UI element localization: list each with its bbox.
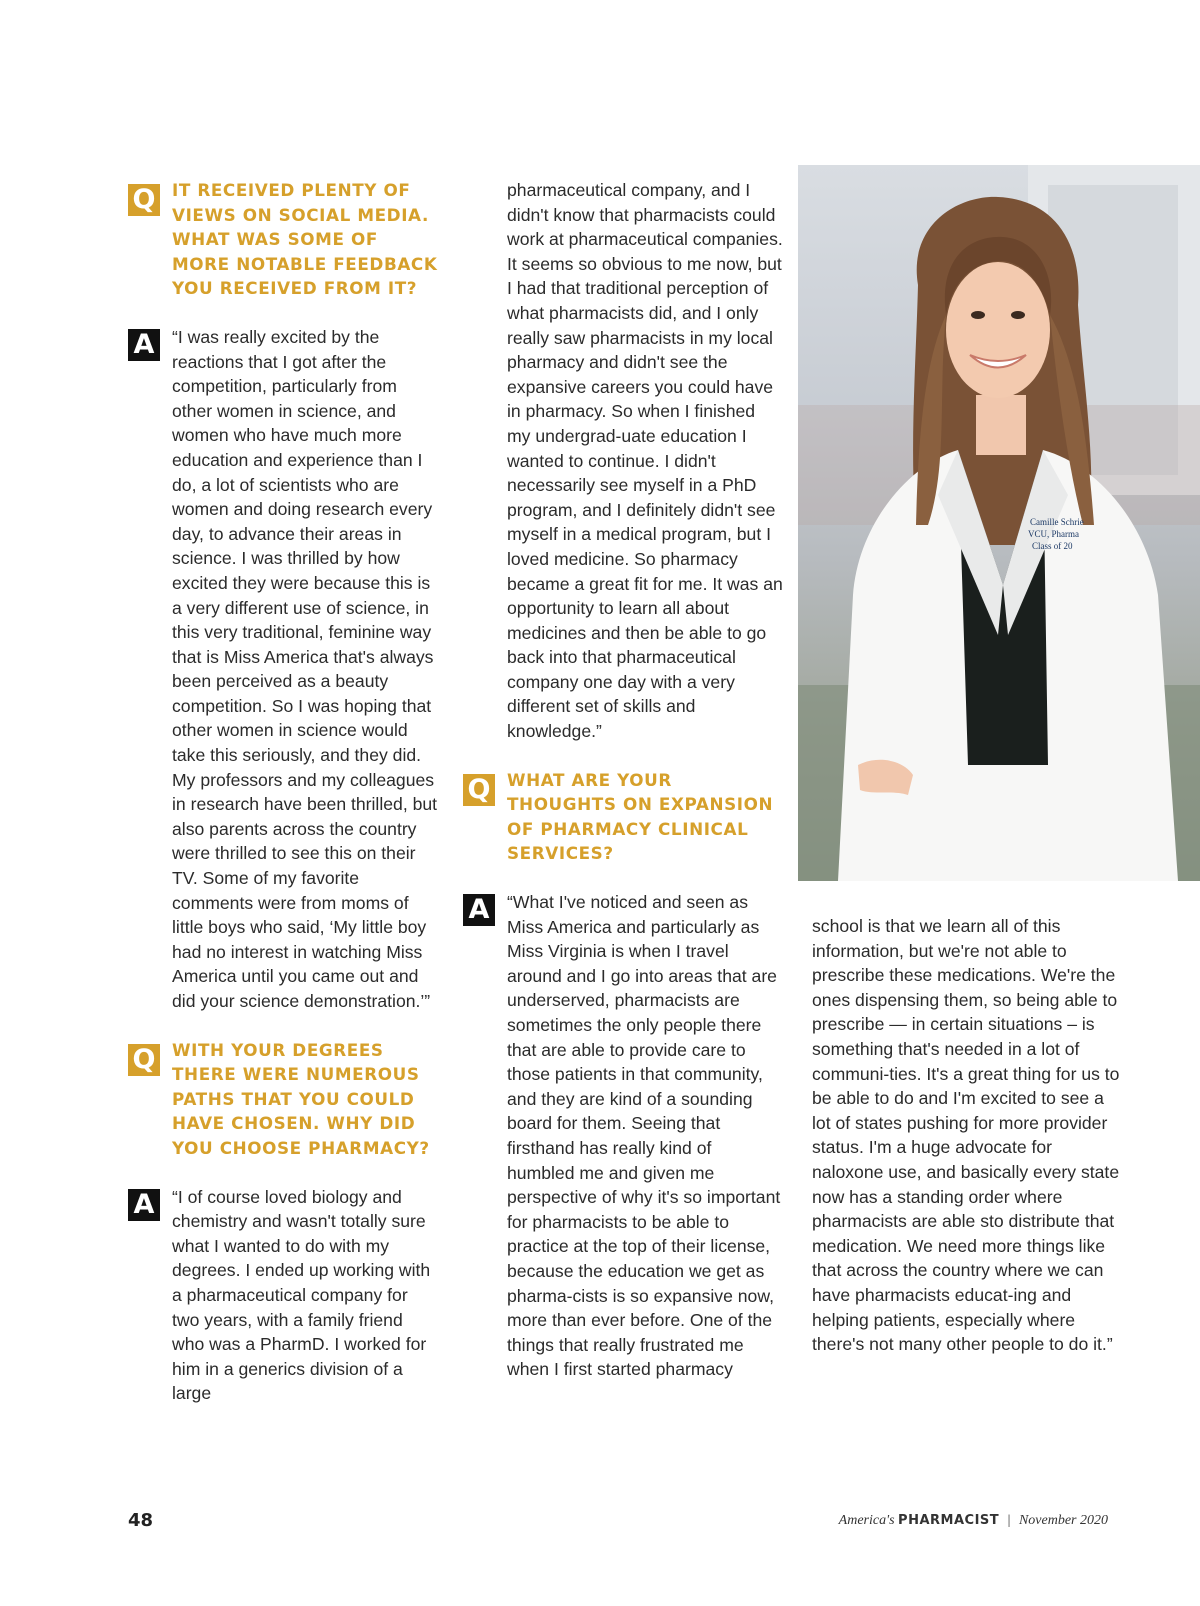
- answer-block: [463, 890, 783, 1382]
- question-badge: Q: [463, 774, 495, 806]
- embroidery-line-3: Class of 20: [1032, 541, 1073, 551]
- question-block: [128, 1038, 438, 1161]
- portrait-illustration: [798, 165, 1200, 881]
- question-text: WITH YOUR DEGREES THERE WERE NUMEROUS PATHS THAT YOU COULD HAVE CHOSEN. WHY DID YOU CHOOSE PHARMACY?: [172, 1039, 430, 1158]
- answer-text: pharmaceutical company, and I didn't know that pharmacists could work at pharmaceutical companies. It seems so obvious to me now, but I had that traditional perception of what pharmacists did, and I only really saw pharmacists in my local pharmacy and didn't see the expansive careers you could have in pharmacy. So when I finished my undergrad-uate education I wanted to continue. I didn't necessarily see myself in a PhD program, and I definitely didn't see myself in a medical program, but I loved medicine. So pharmacy became a great fit for me. It was an opportunity to learn all about medicines and then be able to go back into that pharmaceutical company one day with a very different set of skills and knowledge.”: [507, 180, 783, 742]
- magazine-name: PHARMACIST: [898, 1513, 1000, 1528]
- column-2: [463, 178, 783, 1406]
- question-text: IT RECEIVED PLENTY OF VIEWS ON SOCIAL MEDIA. WHAT WAS SOME OF MORE NOTABLE FEEDBACK YOU RECEIVED FROM IT?: [172, 180, 438, 299]
- question-badge: Q: [128, 184, 160, 216]
- embroidery-line-1: Camille Schrie: [1030, 517, 1084, 527]
- column-1: [128, 178, 438, 1430]
- embroidery-line-2: VCU, Pharma: [1028, 529, 1079, 539]
- answer-badge: A: [463, 894, 495, 926]
- portrait-photo: [798, 165, 1200, 881]
- answer-badge: A: [128, 1189, 160, 1221]
- answer-badge: A: [128, 329, 160, 361]
- answer-text: school is that we learn all of this information, but we're not able to prescribe these medications. We're the ones dispensing them, so being able to prescribe — in certain situations – is something that's needed in a lot of communi-ties. It's a great thing for us to be able to do and I'm excited to see a lot of states pushing for more provider status. I'm a huge advocate for naloxone use, and basically every state now has a standing order where pharmacists are able sto distribute that medication. We need more things like that across the country where we can have pharmacists educat-ing and helping patients, especially where there's not many other people to do it.”: [812, 916, 1120, 1355]
- footer-separator: |: [1007, 1513, 1011, 1528]
- answer-text: “What I've noticed and seen as Miss America and particularly as Miss Virginia is when I travel around and I go into areas that are underserved, pharmacists are sometimes the only people there that are able to provide care to those patients in that community, and they are kind of a sounding board for them. Seeing that firsthand has really kind of humbled me and given me perspective of why it's so important for pharmacists to be able to practice at the top of their license, because the education we get as pharma-cists is so expansive now, more than ever before. One of the things that really frustrated me when I first started pharmacy: [507, 892, 781, 1380]
- column-3: [812, 914, 1122, 1357]
- answer-block: [128, 325, 438, 1014]
- issue-date: November 2020: [1018, 1513, 1108, 1528]
- answer-text: “I was really excited by the reactions that I got after the competition, particularly from other women in science, and women who have much more education and experience than I do, a lot of scientists who are women and doing research every day, to advance their areas in science. I was thrilled by how excited they were because this is a very different use of science, in this very traditional, feminine way that is Miss America that's always been perceived as a beauty competition. So I was hoping that other women in science would take this seriously, and they did. My professors and my colleagues in research have been thrilled, but also parents across the country were thrilled to see this on their TV. Some of my favorite comments were from moms of little boys who said, ‘My little boy had no interest in watching Miss America until you came out and did your science demonstration.’”: [172, 326, 438, 1011]
- publication-footer: [839, 1513, 1108, 1529]
- question-text: WHAT ARE YOUR THOUGHTS ON EXPANSION OF PHARMACY CLINICAL SERVICES?: [507, 769, 774, 864]
- question-block: [463, 768, 783, 866]
- answer-text: “I of course loved biology and chemistry and wasn't totally sure what I wanted to do with my degrees. I ended up working with a pharmaceutical company for two years, with a family friend who was a PharmD. I worked for him in a generics division of a large: [172, 1186, 431, 1404]
- page-number: 48: [128, 1510, 154, 1531]
- magazine-prefix: America's: [838, 1513, 895, 1528]
- question-block: [128, 178, 438, 301]
- question-badge: Q: [128, 1044, 160, 1076]
- answer-block: [128, 1185, 438, 1406]
- answer-continuation: [463, 178, 783, 744]
